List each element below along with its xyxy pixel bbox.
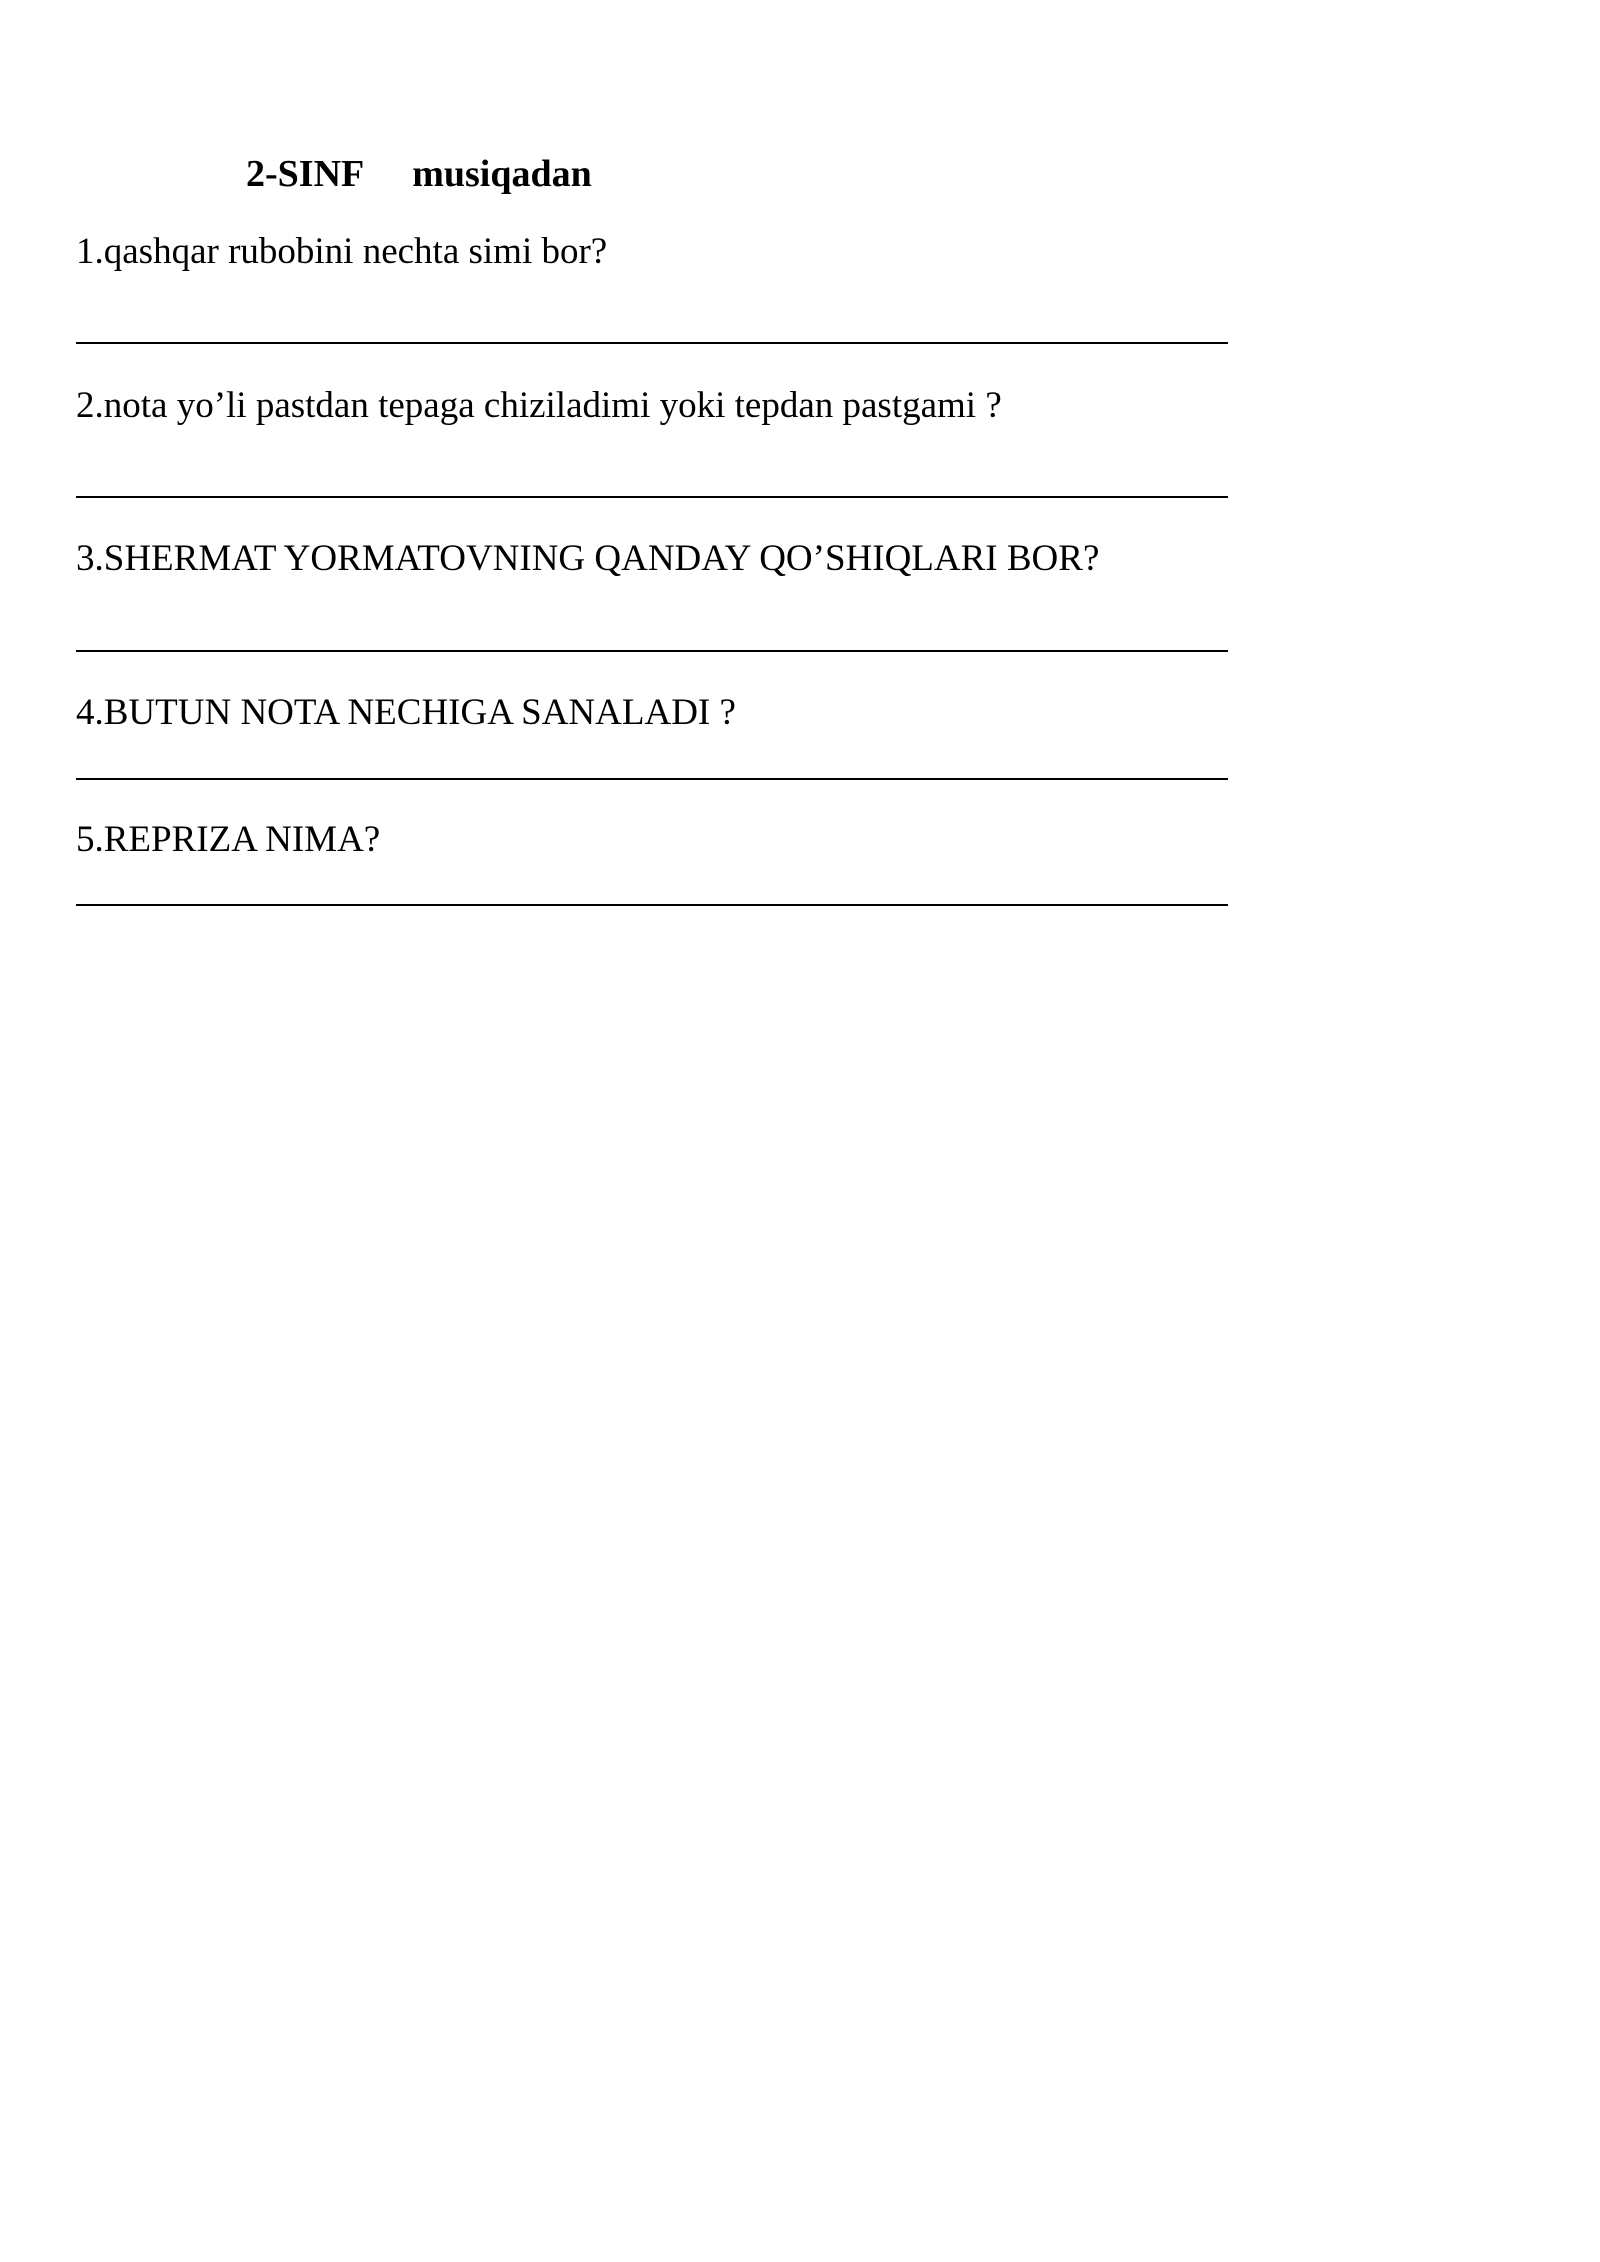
answer-line-2	[76, 496, 1228, 498]
question-1: 1.qashqar rubobini nechta simi bor?	[76, 231, 608, 272]
title-class: 2-SINF	[246, 153, 365, 195]
question-5: 5.REPRIZA NIMA?	[76, 819, 381, 860]
question-2: 2.nota yo’li pastdan tepaga chiziladimi yoki tepdan pastgami ?	[76, 385, 1002, 426]
question-4: 4.BUTUN NOTA NECHIGA SANALADI ?	[76, 692, 736, 733]
question-3: 3.SHERMAT YORMATOVNING QANDAY QO’SHIQLARI BOR?	[76, 538, 1100, 579]
answer-line-1	[76, 342, 1228, 344]
answer-line-5	[76, 904, 1228, 906]
answer-line-3	[76, 650, 1228, 652]
answer-line-4	[76, 778, 1228, 780]
title-subject: musiqadan	[412, 153, 592, 195]
page-title	[246, 150, 592, 198]
